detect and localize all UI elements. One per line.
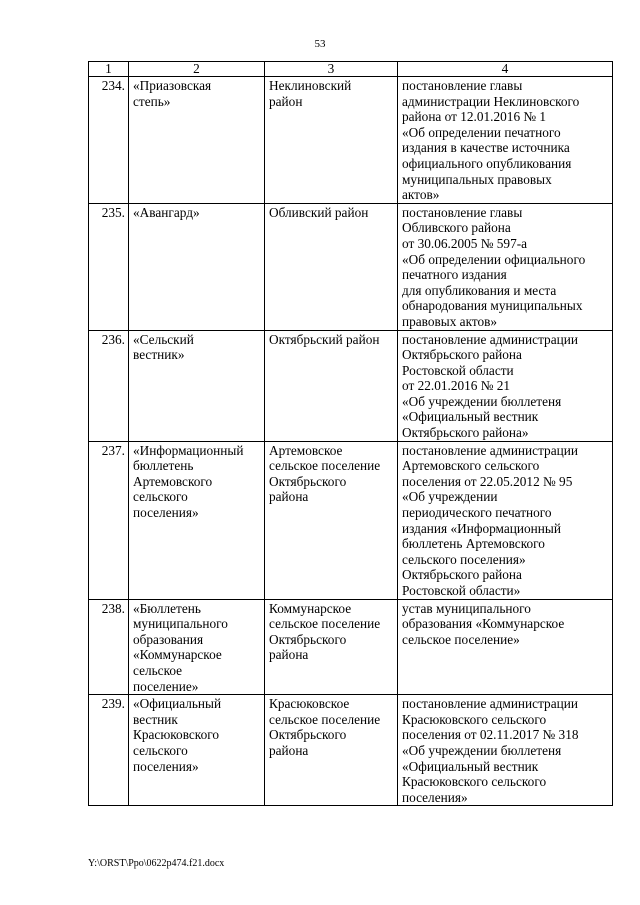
header-col-1: 1 bbox=[89, 62, 129, 77]
legal-act: устав муниципального образования «Коммунарское сельское поселение» bbox=[398, 599, 613, 695]
row-number: 235. bbox=[89, 203, 129, 330]
publication-name: «Официальный вестник Красюковского сельского поселения» bbox=[129, 695, 265, 806]
territory: Обливский район bbox=[265, 203, 398, 330]
territory: Октябрьский район bbox=[265, 330, 398, 441]
row-number: 237. bbox=[89, 441, 129, 599]
publication-name: «Приазовская степь» bbox=[129, 77, 265, 204]
header-col-2: 2 bbox=[129, 62, 265, 77]
registry-table bbox=[88, 61, 613, 806]
row-number: 234. bbox=[89, 77, 129, 204]
table-row bbox=[89, 330, 613, 441]
territory: Неклиновский район bbox=[265, 77, 398, 204]
publication-name: «Сельский вестник» bbox=[129, 330, 265, 441]
table-row bbox=[89, 203, 613, 330]
footer-file-path: Y:\ORST\Ppo\0622p474.f21.docx bbox=[88, 858, 225, 869]
legal-act: постановление администрации Артемовского сельского поселения от 22.05.2012 № 95 «Об учреждении периодического печатного издания «Информационный бюллетень Артемовского сельского поселения» Октябрьского района Ростовской области» bbox=[398, 441, 613, 599]
legal-act: постановление администрации Октябрьского района Ростовской области от 22.01.2016 № 21 «Об учреждении бюллетеня «Официальный вестник Октябрьского района» bbox=[398, 330, 613, 441]
table-row bbox=[89, 695, 613, 806]
legal-act: постановление администрации Красюковского сельского поселения от 02.11.2017 № 318 «Об учреждении бюллетеня «Официальный вестник Красюковского сельского поселения» bbox=[398, 695, 613, 806]
row-number: 239. bbox=[89, 695, 129, 806]
legal-act: постановление главы Обливского района от 30.06.2005 № 597-а «Об определении официального печатного издания для опубликования и места обнародования муниципальных правовых актов» bbox=[398, 203, 613, 330]
legal-act: постановление главы администрации Неклиновского района от 12.01.2016 № 1 «Об определении печатного издания в качестве источника официального опубликования муниципальных правовых актов» bbox=[398, 77, 613, 204]
territory: Коммунарское сельское поселение Октябрьского района bbox=[265, 599, 398, 695]
publication-name: «Бюллетень муниципального образования «Коммунарское сельское поселение» bbox=[129, 599, 265, 695]
header-col-3: 3 bbox=[265, 62, 398, 77]
table-header-row bbox=[89, 62, 613, 77]
row-number: 238. bbox=[89, 599, 129, 695]
table-row bbox=[89, 599, 613, 695]
territory: Красюковское сельское поселение Октябрьского района bbox=[265, 695, 398, 806]
publication-name: «Авангард» bbox=[129, 203, 265, 330]
table-row bbox=[89, 77, 613, 204]
page-number: 53 bbox=[314, 38, 326, 50]
row-number: 236. bbox=[89, 330, 129, 441]
header-col-4: 4 bbox=[398, 62, 613, 77]
territory: Артемовское сельское поселение Октябрьского района bbox=[265, 441, 398, 599]
publication-name: «Информационный бюллетень Артемовского сельского поселения» bbox=[129, 441, 265, 599]
table-row bbox=[89, 441, 613, 599]
